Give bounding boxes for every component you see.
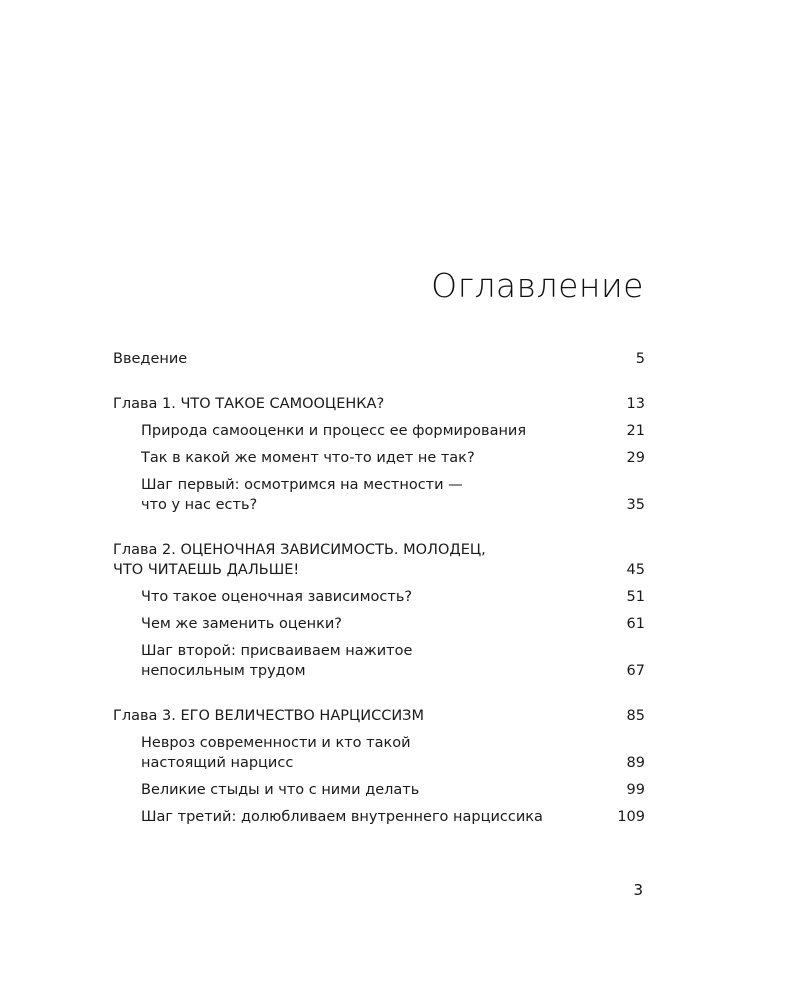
toc-chapter-label [113,540,627,580]
table-of-contents [113,349,645,827]
toc-chapter-2 [113,540,645,681]
toc-chapter-heading [113,394,645,414]
toc-section-label [141,587,627,607]
toc-chapter-page: 45 [626,562,645,578]
toc-chapter-label-line: Глава 2. ОЦЕНОЧНАЯ ЗАВИСИМОСТЬ. МОЛОДЕЦ, [113,542,486,558]
toc-section-label-line: Шаг второй: присваиваем нажитое [141,643,413,659]
toc-section-label [141,448,627,468]
toc-section-page: 51 [626,589,645,605]
toc-section-label [141,475,627,515]
toc-section-page: 35 [626,497,645,513]
toc-title: Оглавление [431,266,644,305]
toc-section-page: 29 [626,450,645,466]
toc-section-page: 109 [617,809,645,825]
toc-section-entry [113,807,645,827]
toc-chapter-3 [113,706,645,827]
toc-section-page: 21 [626,423,645,439]
toc-section-entry [113,448,645,468]
toc-section-entry [113,641,645,681]
toc-section-label-line: Шаг третий: долюбливаем внутреннего нарциссика [141,809,543,825]
toc-chapter-label-line: Глава 3. ЕГО ВЕЛИЧЕСТВО НАРЦИССИЗМ [113,708,424,724]
toc-section-label-line: Так в какой же момент что-то идет не так? [141,450,475,466]
toc-chapter-label-line: Глава 1. ЧТО ТАКОЕ САМООЦЕНКА? [113,396,385,412]
toc-chapter-page: 13 [626,396,645,412]
toc-chapter-heading [113,706,645,726]
toc-entry-label: Введение [113,351,188,367]
toc-chapter-label [113,394,627,414]
toc-chapter-label-line: ЧТО ЧИТАЕШЬ ДАЛЬШЕ! [113,562,300,578]
toc-section-page: 61 [626,616,645,632]
toc-section-label [141,780,627,800]
toc-section-label-line: непосильным трудом [141,663,306,679]
toc-section-label-line: Что такое оценочная зависимость? [141,589,413,605]
toc-entry-introduction [113,349,645,369]
toc-chapter-label [113,706,627,726]
toc-chapter-page: 85 [626,708,645,724]
toc-section-label-line: Природа самооценки и процесс ее формирования [141,423,527,439]
toc-section-entry [113,780,645,800]
toc-section-label-line: Невроз современности и кто такой [141,735,411,751]
toc-section-label-line: Великие стыды и что с ними делать [141,782,420,798]
toc-section-label-line: что у нас есть? [141,497,258,513]
toc-section-entry [113,421,645,441]
toc-section-label [141,421,627,441]
toc-section-entry [113,614,645,634]
toc-section-page: 99 [626,782,645,798]
toc-section-label [141,807,617,827]
toc-section-label [141,614,627,634]
toc-section-page: 89 [626,755,645,771]
toc-section-page: 67 [626,663,645,679]
toc-section-label [141,641,627,681]
toc-section-entry [113,733,645,773]
toc-section-label [141,733,627,773]
toc-entry-page: 5 [635,351,645,367]
toc-chapter-heading [113,540,645,580]
toc-section-entry [113,587,645,607]
toc-section-label-line: Шаг первый: осмотримся на местности — [141,477,463,493]
toc-chapter-1 [113,394,645,515]
page-number: 3 [633,881,643,899]
toc-section-label-line: настоящий нарцисс [141,755,294,771]
toc-section-label-line: Чем же заменить оценки? [141,616,342,632]
toc-section-entry [113,475,645,515]
